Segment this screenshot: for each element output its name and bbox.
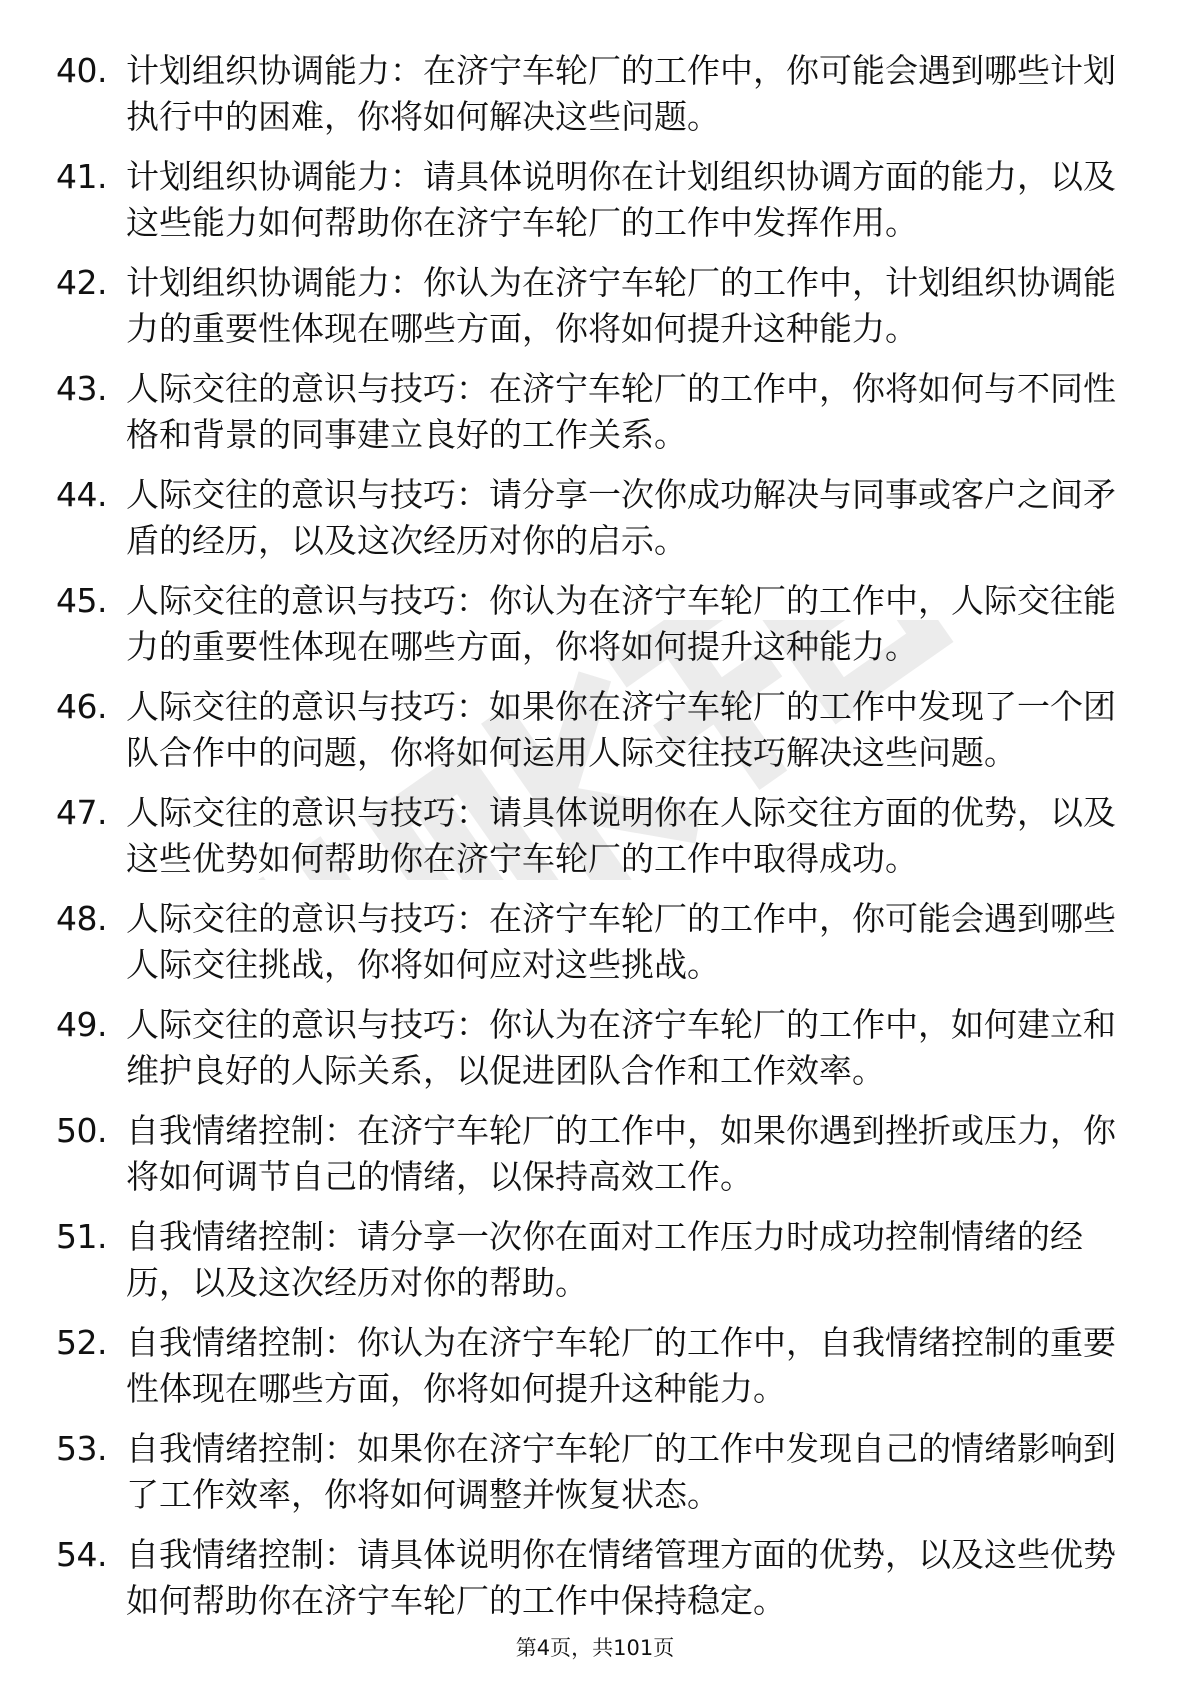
question-text: 人际交往的意识与技巧：你认为在济宁车轮厂的工作中，人际交往能力的重要性体现在哪些方面，你将如何提升这种能力。 (126, 581, 1116, 666)
question-item (56, 48, 1116, 140)
question-number: 52. (56, 1323, 107, 1362)
question-text: 自我情绪控制：请分享一次你在面对工作压力时成功控制情绪的经历，以及这次经历对你的帮助。 (126, 1217, 1083, 1302)
question-number: 54. (56, 1535, 107, 1574)
question-number: 51. (56, 1217, 107, 1256)
question-number: 40. (56, 51, 107, 90)
question-item (56, 472, 1116, 564)
question-list (56, 48, 1116, 1638)
question-number: 50. (56, 1111, 107, 1150)
question-item (56, 790, 1116, 882)
question-number: 43. (56, 369, 107, 408)
question-text: 人际交往的意识与技巧：在济宁车轮厂的工作中，你可能会遇到哪些人际交往挑战，你将如何应对这些挑战。 (126, 899, 1116, 984)
question-item (56, 1426, 1116, 1518)
question-item (56, 578, 1116, 670)
question-item (56, 896, 1116, 988)
page-footer: 第4页，共101页 (515, 1636, 675, 1660)
question-item (56, 1214, 1116, 1306)
question-number: 45. (56, 581, 107, 620)
question-number: 53. (56, 1429, 107, 1468)
question-item (56, 260, 1116, 352)
question-item (56, 1108, 1116, 1200)
question-item (56, 366, 1116, 458)
question-item (56, 1532, 1116, 1624)
question-item (56, 684, 1116, 776)
question-text: 人际交往的意识与技巧：请具体说明你在人际交往方面的优势，以及这些优势如何帮助你在济宁车轮厂的工作中取得成功。 (126, 793, 1116, 878)
question-item (56, 1320, 1116, 1412)
question-number: 44. (56, 475, 107, 514)
question-text: 计划组织协调能力：请具体说明你在计划组织协调方面的能力，以及这些能力如何帮助你在济宁车轮厂的工作中发挥作用。 (126, 157, 1116, 242)
question-text: 自我情绪控制：你认为在济宁车轮厂的工作中，自我情绪控制的重要性体现在哪些方面，你将如何提升这种能力。 (126, 1323, 1116, 1408)
question-text: 计划组织协调能力：你认为在济宁车轮厂的工作中，计划组织协调能力的重要性体现在哪些方面，你将如何提升这种能力。 (126, 263, 1116, 348)
question-text: 人际交往的意识与技巧：你认为在济宁车轮厂的工作中，如何建立和维护良好的人际关系，以促进团队合作和工作效率。 (126, 1005, 1116, 1090)
question-text: 人际交往的意识与技巧：在济宁车轮厂的工作中，你将如何与不同性格和背景的同事建立良好的工作关系。 (126, 369, 1116, 454)
question-number: 48. (56, 899, 107, 938)
question-text: 人际交往的意识与技巧：如果你在济宁车轮厂的工作中发现了一个团队合作中的问题，你将如何运用人际交往技巧解决这些问题。 (126, 687, 1116, 772)
question-item (56, 154, 1116, 246)
question-text: 自我情绪控制：如果你在济宁车轮厂的工作中发现自己的情绪影响到了工作效率，你将如何调整并恢复状态。 (126, 1429, 1116, 1514)
question-number: 49. (56, 1005, 107, 1044)
question-item (56, 1002, 1116, 1094)
question-number: 47. (56, 793, 107, 832)
question-number: 41. (56, 157, 107, 196)
question-number: 46. (56, 687, 107, 726)
question-number: 42. (56, 263, 107, 302)
question-text: 计划组织协调能力：在济宁车轮厂的工作中，你可能会遇到哪些计划执行中的困难，你将如何解决这些问题。 (126, 51, 1116, 136)
question-text: 自我情绪控制：请具体说明你在情绪管理方面的优势，以及这些优势如何帮助你在济宁车轮厂的工作中保持稳定。 (126, 1535, 1116, 1620)
question-text: 人际交往的意识与技巧：请分享一次你成功解决与同事或客户之间矛盾的经历，以及这次经历对你的启示。 (126, 475, 1116, 560)
question-text: 自我情绪控制：在济宁车轮厂的工作中，如果你遇到挫折或压力，你将如何调节自己的情绪，以保持高效工作。 (126, 1111, 1116, 1196)
